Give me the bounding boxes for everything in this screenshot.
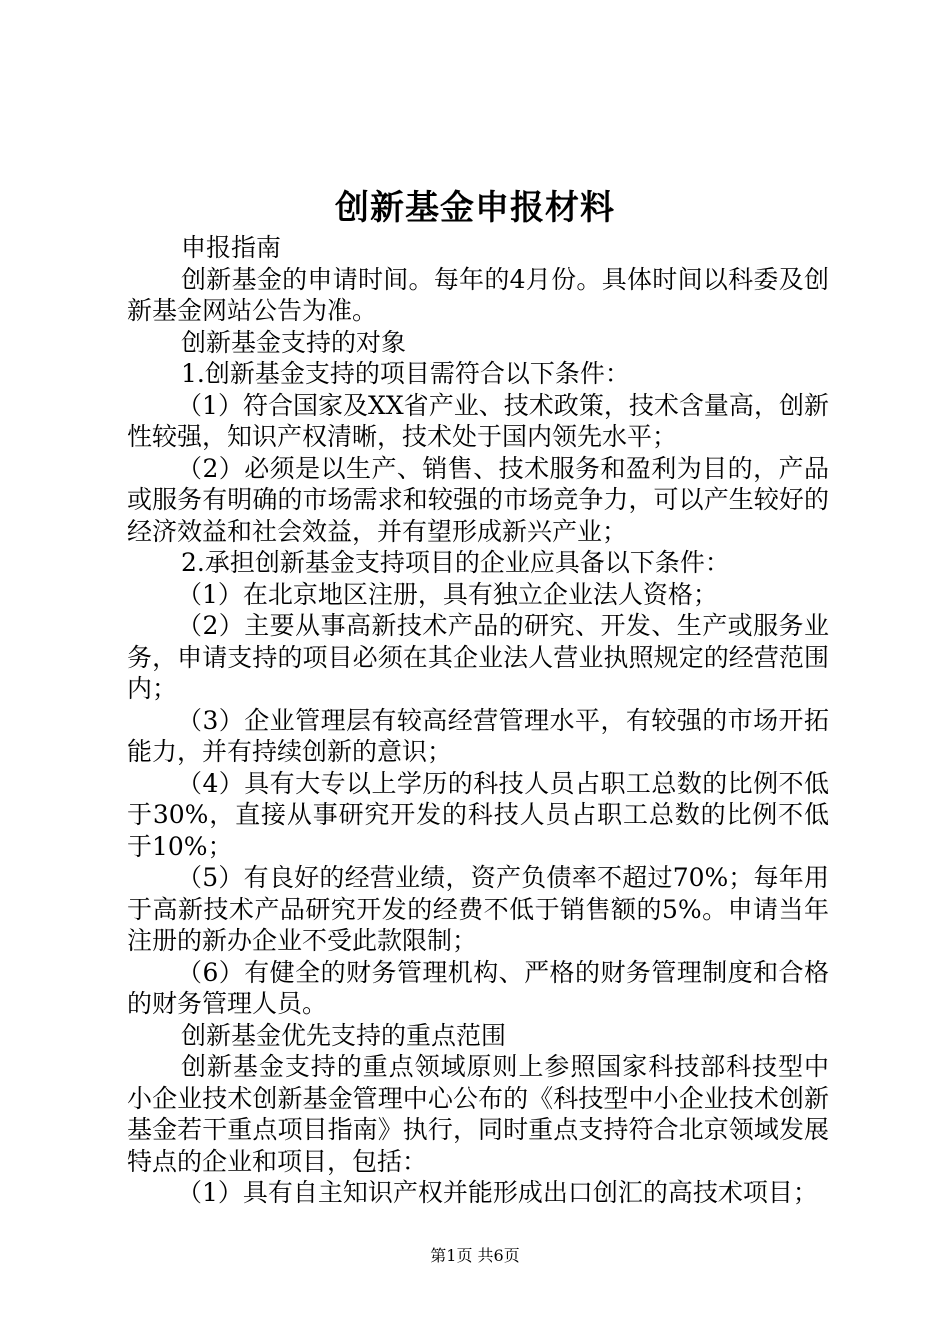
paragraph: 创新基金支持的重点领域原则上参照国家科技部科技型中小企业技术创新基金管理中心公布的《科技型中小企业技术创新基金若干重点项目指南》执行，同时重点支持符合北京领域发展特点的企业和项目，包括： [127, 1052, 829, 1176]
list-item: （4）具有大专以上学历的科技人员占职工总数的比例不低于30%，直接从事研究开发的科技人员占职工总数的比例不低于10%； [127, 768, 829, 861]
paragraph: 1.创新基金支持的项目需符合以下条件： [181, 359, 630, 388]
list-item: （1）具有自主知识产权并能形成出口创汇的高技术项目； [177, 1178, 818, 1207]
paragraph: 2.承担创新基金支持项目的企业应具备以下条件： [181, 548, 730, 577]
paragraph-heading-priority: 创新基金优先支持的重点范围 [181, 1020, 507, 1050]
document-title: 创新基金申报材料 [335, 188, 615, 228]
list-item: （2）必须是以生产、销售、技术服务和盈利为目的，产品或服务有明确的市场需求和较强的市场竞争力，可以产生较好的经济效益和社会效益，并有望形成新兴产业； [127, 453, 829, 546]
list-item: （3）企业管理层有较高经营管理水平，有较强的市场开拓能力，并有持续创新的意识； [127, 705, 829, 766]
list-item: （6）有健全的财务管理机构、严格的财务管理制度和合格的财务管理人员。 [127, 957, 829, 1018]
list-item: （1）在北京地区注册，具有独立企业法人资格； [177, 579, 718, 609]
paragraph-heading-objects: 创新基金支持的对象 [181, 327, 407, 357]
list-item: （5）有良好的经营业绩，资产负债率不超过70%；每年用于高新技术产品研究开发的经费不低于销售额的5%。申请当年注册的新办企业不受此款限制； [127, 863, 829, 955]
page-footer: 第1页 共6页 [430, 1246, 520, 1265]
document-body [127, 232, 829, 1209]
paragraph-heading-guide: 申报指南 [181, 233, 282, 262]
list-item: （2）主要从事高新技术产品的研究、开发、生产或服务业务，申请支持的项目必须在其企业法人营业执照规定的经营范围内； [127, 611, 829, 703]
paragraph: 创新基金的申请时间。每年的4月份。具体时间以科委及创新基金网站公告为准。 [127, 264, 829, 325]
list-item: （1）符合国家及XX省产业、技术政策，技术含量高，创新性较强，知识产权清晰，技术处于国内领先水平； [127, 390, 829, 451]
